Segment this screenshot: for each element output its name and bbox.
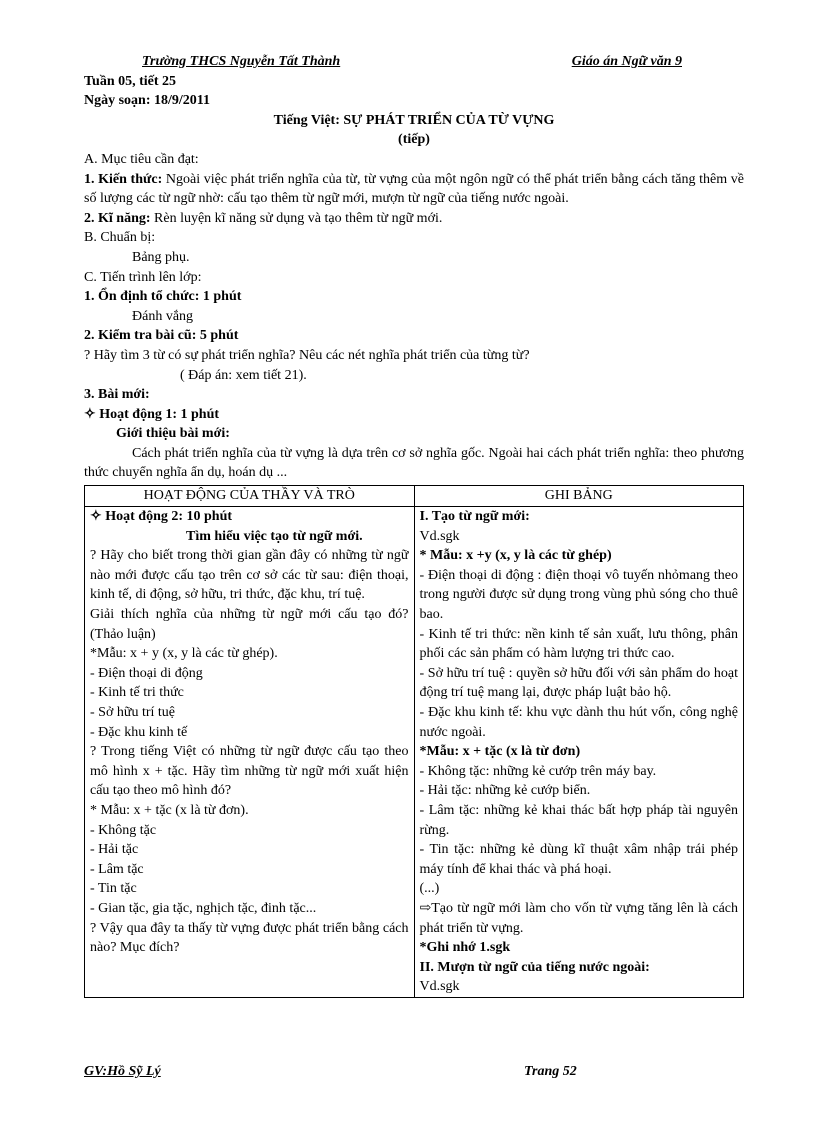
activity-1-heading: ✧ Hoạt động 1: 1 phút [84,406,220,422]
intro-label: Giới thiệu bài mới: [116,426,230,442]
right-line: Vd.sgk [419,979,460,995]
right-line: - Không tặc: những kẻ cướp trên máy bay. [419,763,657,779]
document-page [84,52,744,998]
right-line: Vd.sgk [419,528,460,544]
left-line: ? Vậy qua đây ta thấy từ vựng được phát triển bằng cách nào? Mục đích? [90,920,409,956]
col-header-board: GHI BẢNG [414,486,744,507]
knowledge-text: Ngoài việc phát triển nghĩa của từ, từ vựng của một ngôn ngữ có thể phát triển bằng cách tăng thêm về số lượng các từ ngữ nhờ: cấu tạo thêm từ ngữ mới, mượn từ ngữ của tiếng nước ngoài. [84,171,744,207]
right-line: ⇨Tạo từ ngữ mới làm cho vốn từ vựng tăng lên là cách phát triển từ vựng. [419,900,738,936]
activity-table [84,485,744,998]
step-3-label: 3. Bài mới: [84,387,150,403]
lesson-subtitle: (tiếp) [398,132,430,148]
right-line: II. Mượn từ ngữ của tiếng nước ngoài: [419,959,650,975]
step-1-time: : 1 phút [194,289,242,305]
right-line: - Hải tặc: những kẻ cướp biển. [419,783,591,799]
right-line: I. Tạo từ ngữ mới: [419,509,530,525]
right-line: *Mẫu: x + tặc (x là từ đơn) [419,744,581,760]
left-line: - Điện thoại di động [90,665,203,681]
knowledge-label: 1. Kiến thức: [84,171,163,187]
left-line: Tìm hiểu việc tạo từ ngữ mới. [186,528,363,544]
right-line: * Mẫu: x +y (x, y là các từ ghép) [419,548,612,564]
left-line: - Lâm tặc [90,861,144,877]
left-line: ✧ Hoạt động 2: 10 phút [90,509,233,525]
right-line: - Sở hữu trí tuệ : quyền sở hữu đối với sản phẩm do hoạt động trí tuệ mang lại, được pháp luật bảo hộ. [419,665,738,701]
left-line: Giải thích nghĩa của những từ ngữ mới cấu tạo đó? (Thảo luận) [90,607,409,642]
step-2-question: ? Hãy tìm 3 từ có sự phát triển nghĩa? Nêu các nét nghĩa phát triển của từng từ? [84,347,530,363]
step-1-label: 1. Ổn định tổ chức [84,289,195,305]
left-line: ? Trong tiếng Việt có những từ ngữ được cấu tạo theo mô hình x + tặc. Hãy tìm những từ ngữ mới xuất hiện cấu tạo theo mô hình đó? [90,744,409,799]
left-line: - Kinh tế tri thức [90,685,184,701]
col-header-activities: HOẠT ĐỘNG CỦA THẦY VÀ TRÒ [85,486,415,507]
step-1 [84,287,744,307]
week-line: Tuần 05, tiết 25 [84,73,177,89]
right-line: - Lâm tặc: những kẻ khai thác bất hợp pháp tài nguyên rừng. [419,802,738,838]
skill-text: Rèn luyện kĩ năng sử dụng và tạo thêm từ ngữ mới. [150,210,443,226]
table-header-row [85,486,744,507]
school-name: Trường THCS Nguyễn Tất Thành [142,54,341,69]
section-b-item: Bảng phụ. [132,249,190,265]
left-line: - Sở hữu trí tuệ [90,705,175,720]
left-line: - Không tặc [90,822,157,838]
left-line: * Mẫu: x + tặc (x là từ đơn). [90,802,249,818]
step-2-answer: ( Đáp án: xem tiết 21). [180,367,307,383]
title-main: SỰ PHÁT TRIỂN CỦA TỪ VỰNG [343,112,555,128]
section-b [84,228,744,248]
table-row [85,507,744,998]
right-line: *Ghi nhớ 1.sgk [419,940,511,956]
section-b-heading: B. Chuẩn bị [84,230,152,246]
date-line: Ngày soạn: 18/9/2011 [84,93,211,109]
step-1-item: Đánh vắng [132,308,194,324]
right-line: - Tin tặc: những kẻ dùng kĩ thuật xâm nhập trái phép máy tính để khai thác và phá hoại. [419,842,738,877]
section-c-heading: C. Tiến trình lên lớp: [84,269,202,285]
teacher-name: GV:Hồ Sỹ Lý [84,1064,161,1079]
left-line: ? Hãy cho biết trong thời gian gần đây có những từ ngữ nào mới được cấu tạo trên cơ sở các từ sau: điện thoại, kinh tế, di động, sở hữu, tri thức, đặc khu, trí tuệ. [90,548,409,603]
right-line: (...) [419,881,440,897]
left-line: - Gian tặc, gia tặc, nghịch tặc, đinh tặc... [90,900,317,916]
activities-cell [85,507,415,998]
step-2-label: 2. Kiểm tra bài cũ: 5 phút [84,328,239,344]
skill-label: 2. Kĩ năng: [84,210,151,226]
subject-name: Giáo án Ngữ văn 9 [571,54,682,69]
right-line: - Điện thoại di động : điện thoại vô tuyến nhỏmang theo trong người được sử dụng trong vùng phủ sóng cho thuê bao. [419,567,738,623]
section-b-colon: : [151,230,156,246]
intro-paragraph: Cách phát triển nghĩa của từ vựng là dựa trên cơ sở nghĩa gốc. Ngoài hai cách phát triển nghĩa: theo phương thức chuyển nghĩa ẩn dụ, hoán dụ ... [84,445,744,481]
page-number: Trang 52 [524,1064,577,1079]
knowledge-paragraph [84,170,744,209]
left-line: - Hải tặc [90,842,139,858]
right-line: - Kinh tế tri thức: nền kinh tế sản xuất, lưu thông, phân phối các sản phẩm có hàm lượng tri thức cao. [419,626,738,662]
page-header [84,52,744,72]
board-notes-cell [414,507,744,998]
section-a-colon: : [194,151,199,167]
left-line: *Mẫu: x + y (x, y là các từ ghép). [90,646,278,662]
section-a-heading: A. Mục tiêu cần đạt [84,151,195,167]
skill-paragraph [84,209,744,229]
title-prefix: Tiếng Việt: [273,112,344,128]
left-line: - Đặc khu kinh tế [90,724,188,740]
left-line: - Tin tặc [90,881,137,897]
right-line: - Đặc khu kinh tế: khu vực dành thu hút vốn, công nghệ nước ngoài. [419,705,738,740]
section-a [84,150,744,170]
lesson-title [84,111,744,131]
